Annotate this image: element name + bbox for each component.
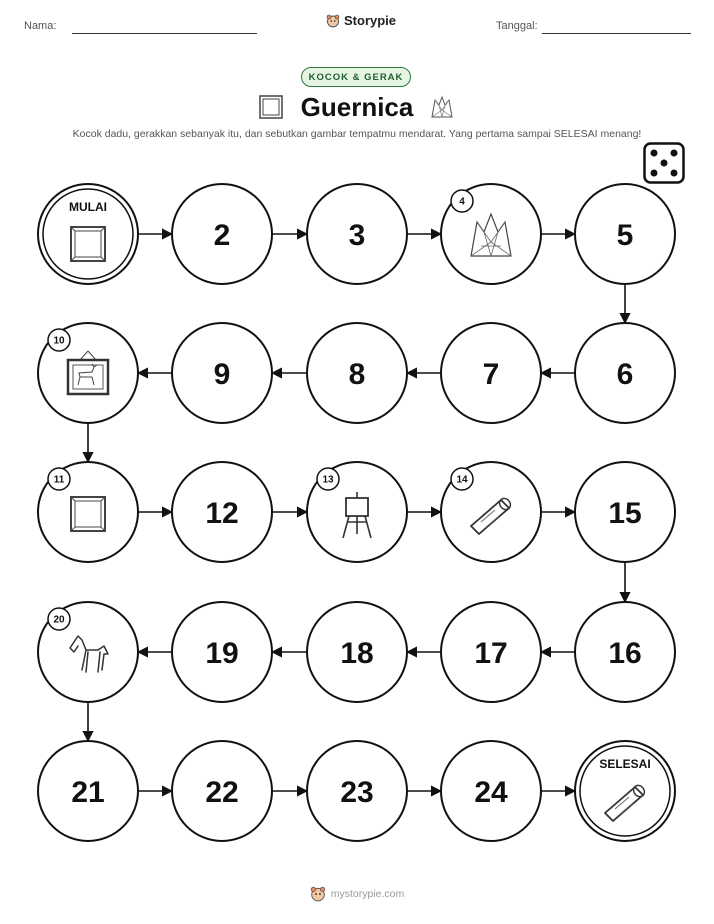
space-number-badge: 14 xyxy=(456,474,468,486)
board-space-19 xyxy=(172,602,272,702)
board-space-17 xyxy=(441,602,541,702)
space-number: 12 xyxy=(205,497,239,530)
board-space-22 xyxy=(172,741,272,841)
board-space-18 xyxy=(307,602,407,702)
page-title: Guernica xyxy=(300,92,414,122)
board-space-1 xyxy=(38,184,138,284)
space-number: 21 xyxy=(71,776,105,809)
space-number: 6 xyxy=(616,358,634,391)
board-space-12 xyxy=(172,462,272,562)
space-number: 8 xyxy=(348,358,366,391)
space-number-badge: 13 xyxy=(322,474,334,486)
board-space-15 xyxy=(575,462,675,562)
space-number: 9 xyxy=(213,358,231,391)
board-space-2 xyxy=(172,184,272,284)
space-number-badge: 11 xyxy=(53,474,65,486)
board-space-23 xyxy=(307,741,407,841)
board-space-6 xyxy=(575,323,675,423)
board-space-5 xyxy=(575,184,675,284)
space-number: 16 xyxy=(608,637,642,670)
instructions: Kocok dadu, gerakkan sebanyak itu, dan sebutkan gambar tempatmu mendarat. Yang pertama sampai SELESAI menang! xyxy=(72,128,642,140)
space-number: 15 xyxy=(608,497,642,530)
brand-name: Storypie xyxy=(344,13,397,28)
space-number-badge: 20 xyxy=(53,614,65,626)
space-label: SELESAI xyxy=(599,757,651,771)
space-number: 7 xyxy=(482,358,500,391)
space-number-badge: 10 xyxy=(53,335,65,347)
space-number: 23 xyxy=(340,776,374,809)
board-space-3 xyxy=(307,184,407,284)
space-number: 18 xyxy=(340,637,374,670)
board-space-4 xyxy=(441,184,541,284)
date-label: Tanggal: xyxy=(496,20,538,32)
board-space-24 xyxy=(441,741,541,841)
board-space-11 xyxy=(38,462,138,562)
space-number: 3 xyxy=(348,219,366,252)
footer-url: mystorypie.com xyxy=(330,888,405,900)
board-space-10 xyxy=(38,323,138,423)
board-space-7 xyxy=(441,323,541,423)
space-number: 19 xyxy=(205,637,239,670)
board-space-8 xyxy=(307,323,407,423)
board-space-16 xyxy=(575,602,675,702)
space-number: 2 xyxy=(213,219,231,252)
storypie-mascot-icon xyxy=(310,886,326,902)
board-space-21 xyxy=(38,741,138,841)
board-space-13 xyxy=(307,462,407,562)
space-number: 17 xyxy=(474,637,508,670)
activity-badge: KOCOK & GERAK xyxy=(301,67,411,87)
space-number-badge: 4 xyxy=(459,196,465,208)
board-space-20 xyxy=(38,602,138,702)
space-label: MULAI xyxy=(69,200,107,214)
board-space-25 xyxy=(575,741,675,841)
footer xyxy=(0,886,714,902)
name-label: Nama: xyxy=(24,20,57,32)
board-space-14 xyxy=(441,462,541,562)
space-number: 24 xyxy=(474,776,508,809)
space-number: 5 xyxy=(616,219,634,252)
board-space-9 xyxy=(172,323,272,423)
space-number: 22 xyxy=(205,776,239,809)
